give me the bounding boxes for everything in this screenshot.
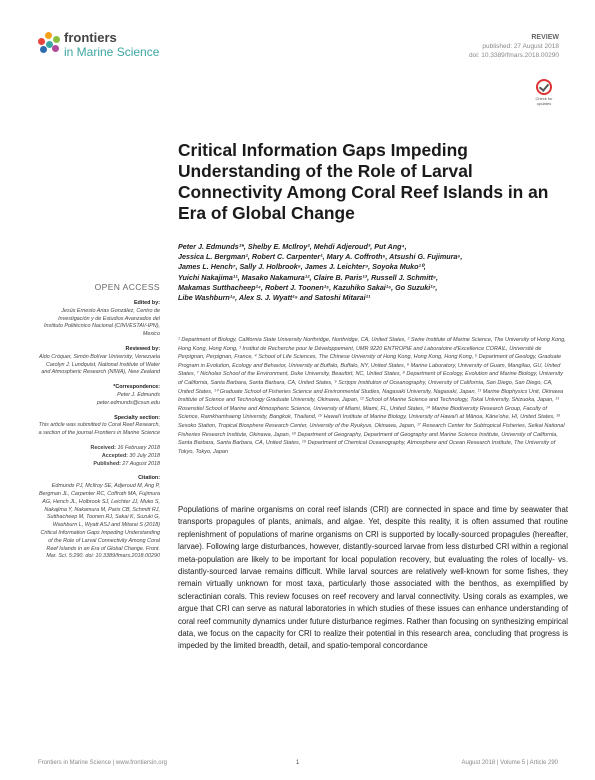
received-date: 16 February 2018 [117,444,160,451]
article-meta [469,33,559,60]
journal-subname: in Marine Science [64,45,160,59]
edited-by-label: Edited by: [133,300,160,306]
correspondence-email[interactable]: peter.edmunds@csun.edu [96,399,160,406]
author-line: Yuichi Nakajima¹¹, Masako Nakamura¹², Claire B. Paris¹³, Russell J. Schmitt⁸, [178,272,438,282]
affiliations: ¹ Department of Biology, California State University Northridge, Northridge, CA, United States, ² Swire Institute of Marine Science, The University of Hong Kong, Hong Kong, Hong Kong, ³ Institut de Recherche pour le Développement, UMR 9220 ENTROPIE and Laboratoire d'Excellence CORAIL, Université de Perpignan, Perpignan, France, ⁴ School of Life Sciences, The Chinese University of Hong Kong, Hong Kong, Hong Kong, ⁵ Department of Geology, Graduate Program in Evolution, Ecology and Behavior, University at Buffalo, Buffalo, NY, United States, ⁶ Marine Laboratory, University of Guam, Mangilao, GU, United States, ⁷ Nicholas School of the Environment, Duke University, Beaufort, NC, United States, ⁸ Department of Ecology, Evolution and Marine Biology, University of California, Santa Barbara, Santa Barbara, CA, United States, ⁹ Scripps Institution of Oceanography, University of California, San Diego, San Diego, CA, United States, ¹⁰ Graduate School of Fisheries Science and Environmental Studies, Nagasaki University, Nagasaki, Japan, ¹¹ Marine Biophysics Unit, Okinawa Institute of Science and Technology Graduate University, Okinawa, Japan, ¹² School of Marine Science and Technology, Tokai University, Shizuoka, Japan, ¹³ Rosenstiel School of Marine and Atmospheric Science, University of Miami, Miami, FL, United States, ¹⁴ Marine Biodiversity Research Group, Faculty of Science, Ramkhamhaeng University, Bangkok, Thailand, ¹⁵ Hawai'i Institute of Marine Biology, University of Hawai'i at Mānoa, Kāne'ohe, HI, United States, ¹⁶ Sesoko Station, Tropical Biosphere Research Center, University of the Ryukyus, Okinawa, Japan, ¹⁷ Research Center for Subtropical Fisheries, Seikai National Fisheries Research Institute, Okinawa, Japan, ¹⁸ Department of Geography, Department of Geography and Marine Science Institute, University of California, Santa Barbara, Santa Barbara, CA, United States, ¹⁹ Department of Chemical Oceanography, Atmosphere and Ocean Research Institute, The University of Tokyo, Tokyo, Japan [178,337,566,455]
published-label: Published: [93,460,121,467]
journal-name: frontiers [64,30,117,45]
correspondence-label: *Correspondence: [113,384,160,391]
check-updates-label: Check for updates [535,96,553,106]
footer-volume: August 2018 | Volume 5 | Article 290 [461,760,558,766]
specialty-section: This article was submitted to Coral Reef Research, a section of the journal Frontiers in Marine Science [38,422,160,437]
article-title: Critical Information Gaps Impeding Understanding of the Role of Larval Connectivity Among Coral Reef Islands in an Era of Global Change [178,140,549,223]
author-line: Libe Washburn¹⁸, Alex S. J. Wyatt¹⁹ and Satoshi Mitarai¹¹ [178,293,371,303]
article-type: REVIEW [531,34,559,41]
check-updates-icon [536,79,552,95]
reviewed-by: Aldo Cróquer, Simón Bolívar University, Venezuela Carolyn J. Lundquist, National Institute of Water and Atmospheric Research (NIWA), New Zealand [38,353,160,376]
check-for-updates-button[interactable] [531,79,557,105]
published-date: published: 27 August 2018 [482,43,559,50]
accepted-date: 30 July 2018 [129,452,160,459]
journal-logo[interactable] [38,28,188,68]
page-number: 1 [296,760,300,766]
abstract: Populations of marine organisms on coral reef islands (CRI) are connected in space and time by seawater that transports propagules of plants, animals, and algae. Yet, despite this reality, it is often assumed that routine replenishment of populations of marine organisms on CRI is supported by locally-sourced propagules (hereafter, larvae). Following large disturbances, however, distantly-sourced larvae from less disturbed CRI within a regional meta-population are likely to be important for local population recovery, but evaluating the roles of locally- vs. distantly-sourced larvae remains difficult. While larval sources are relatively well-known for some fishes, they remain virtually unknown for most taxa, particularly those associated with the benthos, as exemplified by scleractinian corals. This review focuses on reef recovery and larval connectivity. Using corals as examples, we argue that CRI can serve as natural laboratories in which studies of these issues can enhance understanding of coral reef community dynamics under future disturbance regimes. Rather than focusing on synthesizing empirical data, we focus on the capacity for CRI to realize their potential in this research area, concluding that progress is impeded by the limited breadth, detail, and spatio-temporal concordance [178,505,568,651]
author-line: Makamas Sutthacheep¹⁴, Robert J. Toonen¹⁵, Kazuhiko Sakai¹⁶, Go Suzuki¹⁷, [178,282,438,292]
specialty-section-label: Specialty section: [114,414,160,421]
author-line: Peter J. Edmunds¹*, Shelby E. McIlroy², Mehdi Adjeroud³, Put Ang⁴, [178,242,407,251]
citation-label: Citation: [138,475,160,482]
open-access-badge: OPEN ACCESS [94,282,160,292]
accepted-label: Accepted: [101,452,128,459]
footer-journal[interactable]: Frontiers in Marine Science | www.frontiersin.org [38,760,167,766]
reviewed-by-label: Reviewed by: [125,345,160,352]
correspondence-name: Peter J. Edmunds [117,391,160,398]
edited-by: Jesús Ernesto Arias González, Centro de Investigación y de Estudios Avanzados del Instituto Politécnico Nacional (CINVESTAV-IPN), Mexico [44,307,160,338]
author-line: Jessica L. Bergman¹, Robert C. Carpenter¹, Mary A. Coffroth⁵, Atsushi G. Fujimura⁶, [178,252,463,262]
published-sidebar-date: 27 August 2018 [122,460,160,467]
author-line: James L. Hench⁷, Sally J. Holbrook⁸, James J. Leichter⁹, Soyoka Muko¹⁰, [178,262,426,272]
author-list [178,242,568,303]
article-sidebar [38,300,160,568]
citation: Edmunds PJ, McIlroy SE, Adjeroud M, Ang P, Bergman JL, Carpenter RC, Coffroth MA, Fujimura AG, Hench JL, Holbrook SJ, Leichter JJ, Muko S, Nakajima Y, Nakamura M, Paris CB, Schmitt RJ, Sutthacheep M, Toonen RJ, Sakai K, Suzuki G, Washburn L, Wyatt ASJ and Mitarai S (2018) Critical Information Gaps Impeding Understanding of the Role of Larval Connectivity Among Coral Reef Islands in an Era of Global Change. Front. Mar. Sci. 5:290. doi: 10.3389/fmars.2018.00290 [38,483,160,560]
received-label: Received: [90,444,116,451]
frontiers-logo-icon [38,30,62,54]
article-dates [38,445,160,468]
article-doi[interactable]: doi: 10.3389/fmars.2018.00290 [469,52,559,59]
